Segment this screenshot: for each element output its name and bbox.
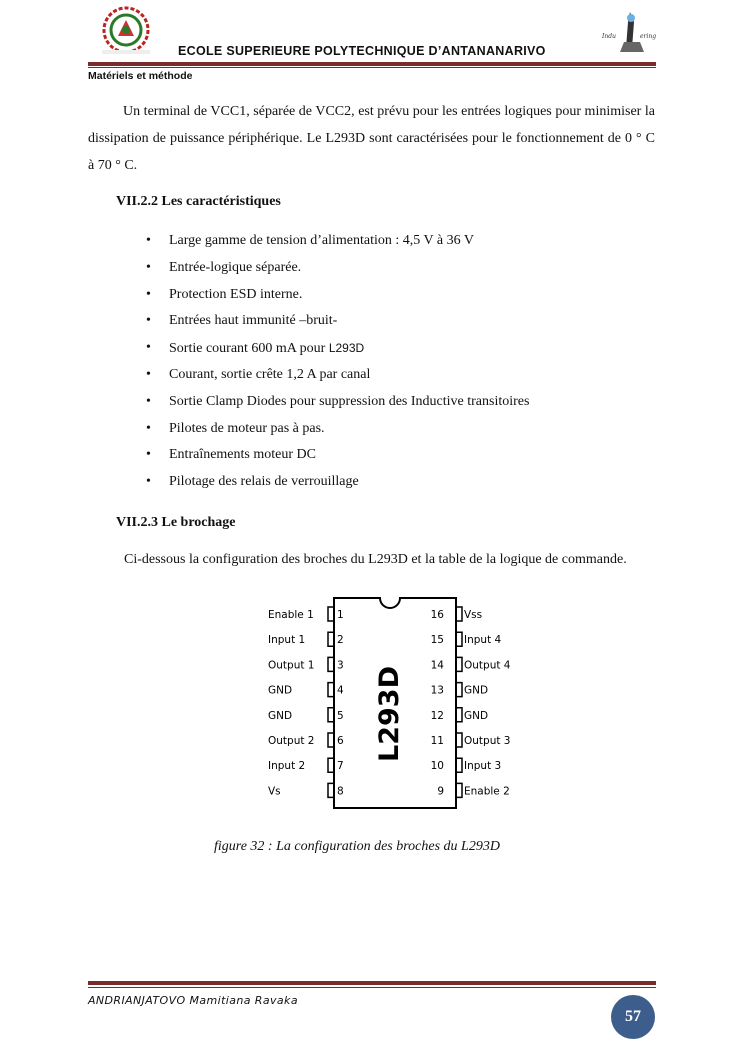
pin-label: Vs (268, 785, 281, 798)
section-title: Matériels et méthode (88, 70, 193, 82)
pin-left (268, 683, 344, 697)
pin-number: 13 (430, 684, 444, 697)
pin-left (268, 708, 344, 722)
pin-label: Input 3 (464, 760, 502, 773)
pin-number: 6 (337, 735, 344, 747)
pin-bracket (457, 683, 462, 697)
author-name: ANDRIANJATOVO Mamitiana Ravaka (88, 994, 298, 1007)
pin-right (431, 758, 502, 772)
pin-label: Input 1 (268, 634, 306, 647)
list-item: • Entrées haut immunité –bruit- (146, 308, 529, 335)
pin-label: Enable 2 (464, 785, 510, 798)
l293d-pinout-figure (256, 592, 526, 814)
pin-label: Output 3 (464, 735, 511, 747)
pin-number: 8 (337, 785, 344, 798)
list-item: • Large gamme de tension d’alimentation : 4,5 V à 36 V (146, 228, 529, 255)
list-item: • Pilotes de moteur pas à pas. (146, 416, 529, 443)
pin-number: 15 (430, 634, 444, 647)
footer-rule-thin (88, 987, 656, 988)
pin-left (268, 607, 344, 621)
pin-number: 1 (337, 609, 344, 621)
chip-label: L293D (374, 666, 405, 762)
intro-paragraph: Un terminal de VCC1, séparée de VCC2, est prévu pour les entrées logiques pour minimiser la dissipation de puissance périphérique. Le L293D sont caractérisées pour le fonctionnement de 0 ° C à 70 ° C. (88, 104, 655, 173)
pin-label: Input 2 (268, 760, 306, 773)
pin-bracket (328, 607, 333, 621)
pin-left (268, 657, 344, 671)
footer-rule (88, 981, 656, 985)
figure-caption: figure 32 : La configuration des broches du L293D (214, 839, 500, 854)
pin-left (268, 632, 344, 646)
pin-label: Enable 1 (268, 609, 314, 621)
pin-bracket (457, 708, 462, 722)
pin-number: 5 (337, 709, 344, 722)
pin-label: GND (464, 684, 489, 697)
pin-bracket (457, 632, 462, 646)
pin-left (268, 783, 344, 797)
pin-number: 2 (337, 634, 344, 647)
model-name: L293D (328, 341, 365, 356)
pin-label: Vss (464, 609, 483, 621)
characteristics-list (146, 228, 529, 496)
pin-right (431, 708, 488, 722)
pin-label: GND (464, 709, 489, 722)
pin-label: Output 2 (268, 735, 315, 747)
pin-bracket (457, 758, 462, 772)
department-logo (600, 8, 658, 60)
pin-bracket (328, 783, 333, 797)
svg-text:Indu: Indu (602, 33, 616, 40)
pin-number: 7 (337, 760, 344, 773)
school-gear-logo (96, 6, 156, 58)
pin-label: GND (268, 709, 293, 722)
characteristics-heading: VII.2.2 Les caractéristiques (116, 194, 281, 209)
pin-bracket (328, 632, 333, 646)
header-rule-thin (88, 67, 656, 68)
pin-bracket (457, 783, 462, 797)
pin-number: 12 (430, 709, 444, 722)
pin-bracket (328, 657, 333, 671)
pin-label: GND (268, 684, 293, 697)
pin-number: 10 (430, 760, 444, 773)
list-item: • Pilotage des relais de verrouillage (146, 469, 529, 496)
pin-bracket (328, 683, 333, 697)
list-item: • Sortie Clamp Diodes pour suppression des Inductive transitoires (146, 389, 529, 416)
pin-bracket (328, 708, 333, 722)
svg-text:ering: ering (640, 33, 657, 40)
pin-label: Input 4 (464, 634, 502, 647)
pin-bracket (328, 758, 333, 772)
pin-number: 9 (437, 785, 444, 798)
pin-bracket (328, 733, 333, 747)
pin-right (431, 632, 502, 646)
pin-bracket (457, 733, 462, 747)
school-name: ECOLE SUPERIEURE POLYTECHNIQUE D’ANTANANARIVO (178, 44, 546, 58)
pin-number: 4 (337, 684, 344, 697)
pin-right (431, 683, 488, 697)
list-item-text: Sortie courant 600 mA pour (169, 341, 329, 357)
list-item: • Entraînements moteur DC (146, 442, 529, 469)
list-item: • Courant, sortie crête 1,2 A par canal (146, 362, 529, 389)
list-item (146, 335, 529, 362)
list-item: • Protection ESD interne. (146, 282, 529, 309)
pin-left (268, 733, 344, 747)
pin-bracket (457, 607, 462, 621)
pin-number: 11 (430, 735, 444, 747)
pin-right (431, 657, 511, 671)
pin-number: 3 (337, 659, 344, 672)
pin-label: Output 4 (464, 659, 511, 672)
pin-number: 14 (430, 659, 444, 672)
page-number-badge: 57 (611, 995, 655, 1039)
pin-right (431, 733, 511, 747)
pinout-intro: Ci-dessous la configuration des broches du L293D et la table de la logique de commande. (124, 552, 627, 567)
pin-bracket (457, 657, 462, 671)
pin-number: 16 (430, 609, 444, 621)
pin-label: Output 1 (268, 659, 315, 672)
list-item: • Entrée-logique séparée. (146, 255, 529, 282)
pin-left (268, 758, 344, 772)
pinout-heading: VII.2.3 Le brochage (116, 515, 236, 530)
header-rule (88, 62, 656, 66)
